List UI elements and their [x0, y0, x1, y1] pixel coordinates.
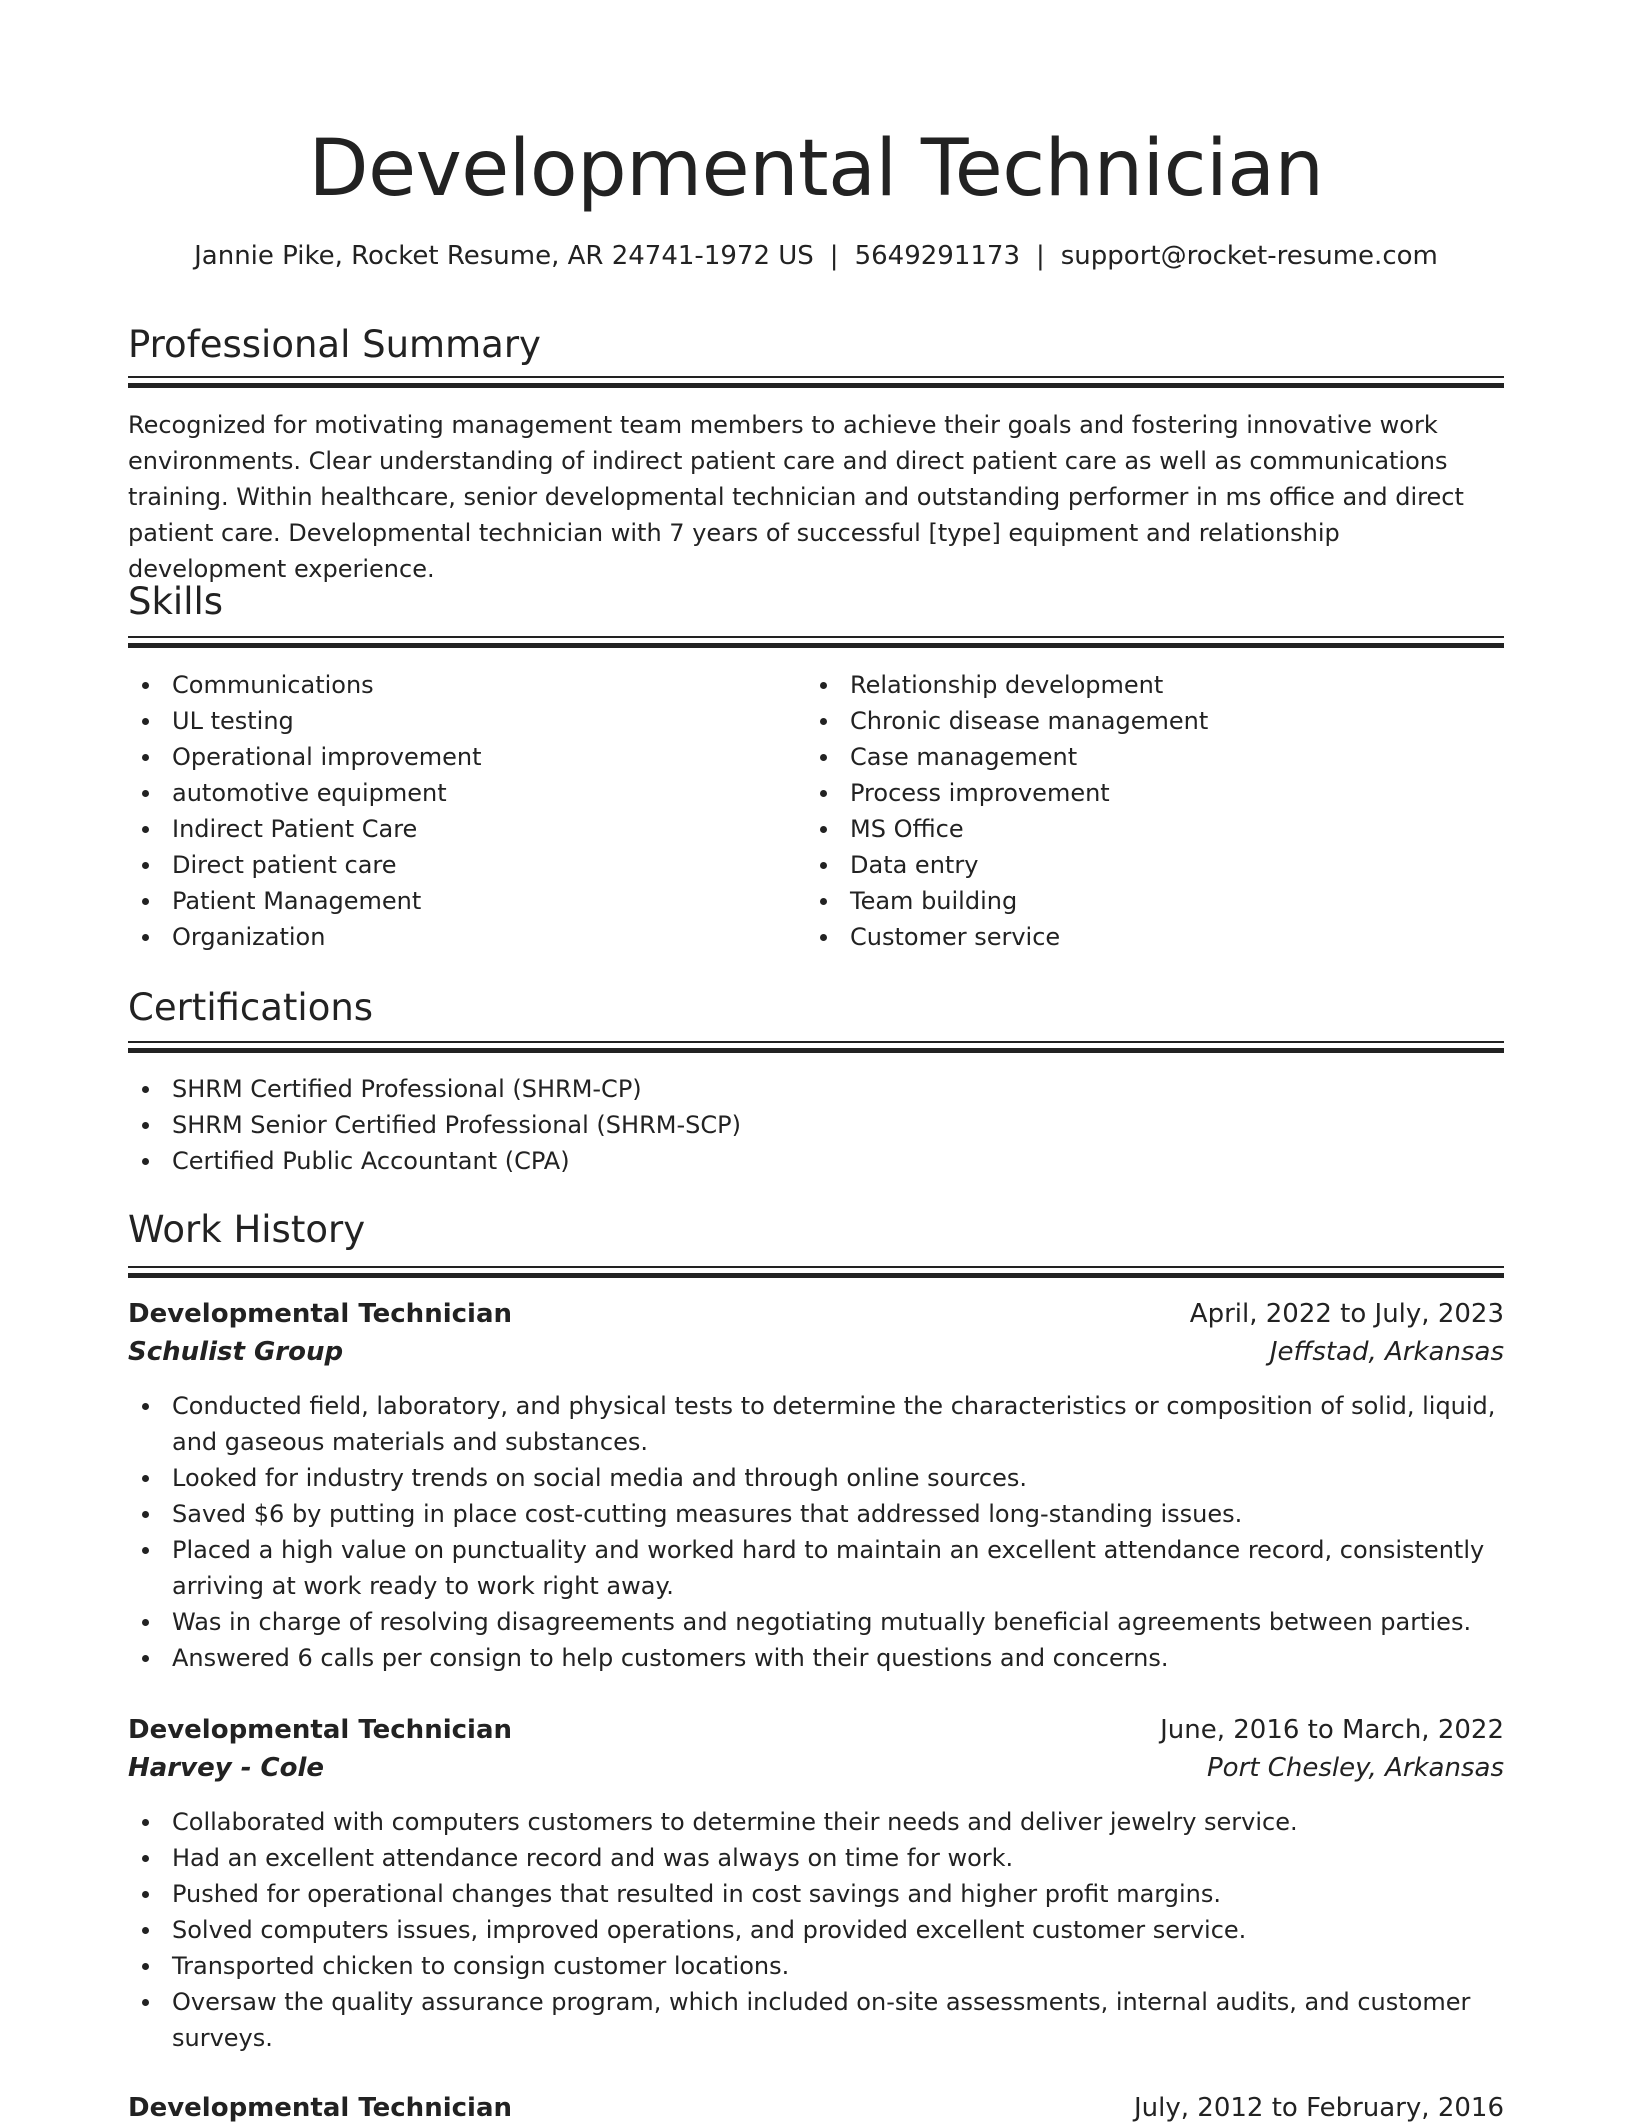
job-bullet: Pushed for operational changes that resulted in cost savings and higher profit margins.: [128, 1876, 1504, 1912]
skill-item: Data entry: [806, 847, 1486, 883]
job-dates: July, 2012 to February, 2016: [1134, 2093, 1504, 2123]
job-bullet: Was in charge of resolving disagreements and negotiating mutually beneficial agreements between parties.: [128, 1604, 1504, 1640]
skill-item: MS Office: [806, 811, 1486, 847]
job-company: Schulist Group: [128, 1337, 344, 1367]
job-title: Developmental Technician: [128, 1299, 512, 1329]
job-dates: April, 2022 to July, 2023: [1189, 1299, 1504, 1329]
contact-phone: 5649291173: [854, 241, 1020, 271]
job-bullets: [128, 1388, 1504, 1676]
skill-item: Patient Management: [128, 883, 808, 919]
job-bullet: Looked for industry trends on social media and through online sources.: [128, 1460, 1504, 1496]
contact-separator: |: [829, 241, 839, 271]
section-divider: [128, 1041, 1504, 1053]
resume-name: Developmental Technician: [308, 124, 1324, 214]
section-title-certifications: Certifications: [128, 986, 374, 1029]
certifications-list: [128, 1071, 1504, 1179]
job-dates: June, 2016 to March, 2022: [1160, 1715, 1504, 1745]
skill-item: automotive equipment: [128, 775, 808, 811]
contact-address: Jannie Pike, Rocket Resume, AR 24741-1972 US: [194, 241, 814, 271]
skill-item: Indirect Patient Care: [128, 811, 808, 847]
skill-item: Operational improvement: [128, 739, 808, 775]
job-bullet: Answered 6 calls per consign to help customers with their questions and concerns.: [128, 1640, 1504, 1676]
summary-text: Recognized for motivating management team members to achieve their goals and fostering innovative work environments. Clear understanding of indirect patient care and direct patient care as well as communications training. Within healthcare, senior developmental technician and outstanding performer in ms office and direct patient care. Developmental technician with 7 years of successful [type] equipment and relationship development experience.: [128, 411, 1464, 583]
section-title-summary: Professional Summary: [128, 323, 541, 366]
section-divider: [128, 1266, 1504, 1278]
job-location: Port Chesley, Arkansas: [1207, 1753, 1504, 1783]
job-title: Developmental Technician: [128, 2093, 512, 2123]
job-bullets: [128, 1804, 1504, 2056]
skill-item: Organization: [128, 919, 808, 955]
certification-item: SHRM Senior Certified Professional (SHRM-SCP): [128, 1107, 1504, 1143]
section-divider: [128, 636, 1504, 648]
skill-item: Customer service: [806, 919, 1486, 955]
contact-separator: |: [1035, 241, 1045, 271]
skill-item: Chronic disease management: [806, 703, 1486, 739]
job-title: Developmental Technician: [128, 1715, 512, 1745]
certification-item: Certified Public Accountant (CPA): [128, 1143, 1504, 1179]
job-bullet: Had an excellent attendance record and was always on time for work.: [128, 1840, 1504, 1876]
job-bullet: Solved computers issues, improved operations, and provided excellent customer service.: [128, 1912, 1504, 1948]
skills-list-left: [128, 667, 808, 955]
job-bullet: Conducted field, laboratory, and physical tests to determine the characteristics or composition of solid, liquid, and gaseous materials and substances.: [128, 1388, 1504, 1460]
section-divider: [128, 376, 1504, 388]
skill-item: UL testing: [128, 703, 808, 739]
job-bullet: Transported chicken to consign customer locations.: [128, 1948, 1504, 1984]
job-bullet: Saved $6 by putting in place cost-cutting measures that addressed long-standing issues.: [128, 1496, 1504, 1532]
skill-item: Communications: [128, 667, 808, 703]
skill-item: Team building: [806, 883, 1486, 919]
job-bullet: Oversaw the quality assurance program, which included on-site assessments, internal audits, and customer surveys.: [128, 1984, 1504, 2056]
skill-item: Case management: [806, 739, 1486, 775]
job-company: Harvey - Cole: [128, 1753, 325, 1783]
skill-item: Direct patient care: [128, 847, 808, 883]
certification-item: SHRM Certified Professional (SHRM-CP): [128, 1071, 1504, 1107]
job-location: Jeffstad, Arkansas: [1269, 1337, 1504, 1367]
skill-item: Process improvement: [806, 775, 1486, 811]
job-bullet: Placed a high value on punctuality and worked hard to maintain an excellent attendance record, consistently arriving at work ready to work right away.: [128, 1532, 1504, 1604]
section-title-work-history: Work History: [128, 1208, 366, 1251]
skills-list-right: [806, 667, 1486, 955]
contact-email: support@rocket-resume.com: [1060, 241, 1438, 271]
job-bullet: Collaborated with computers customers to determine their needs and deliver jewelry service.: [128, 1804, 1504, 1840]
skill-item: Relationship development: [806, 667, 1486, 703]
section-title-skills: Skills: [128, 580, 224, 623]
contact-line: [128, 238, 1504, 274]
